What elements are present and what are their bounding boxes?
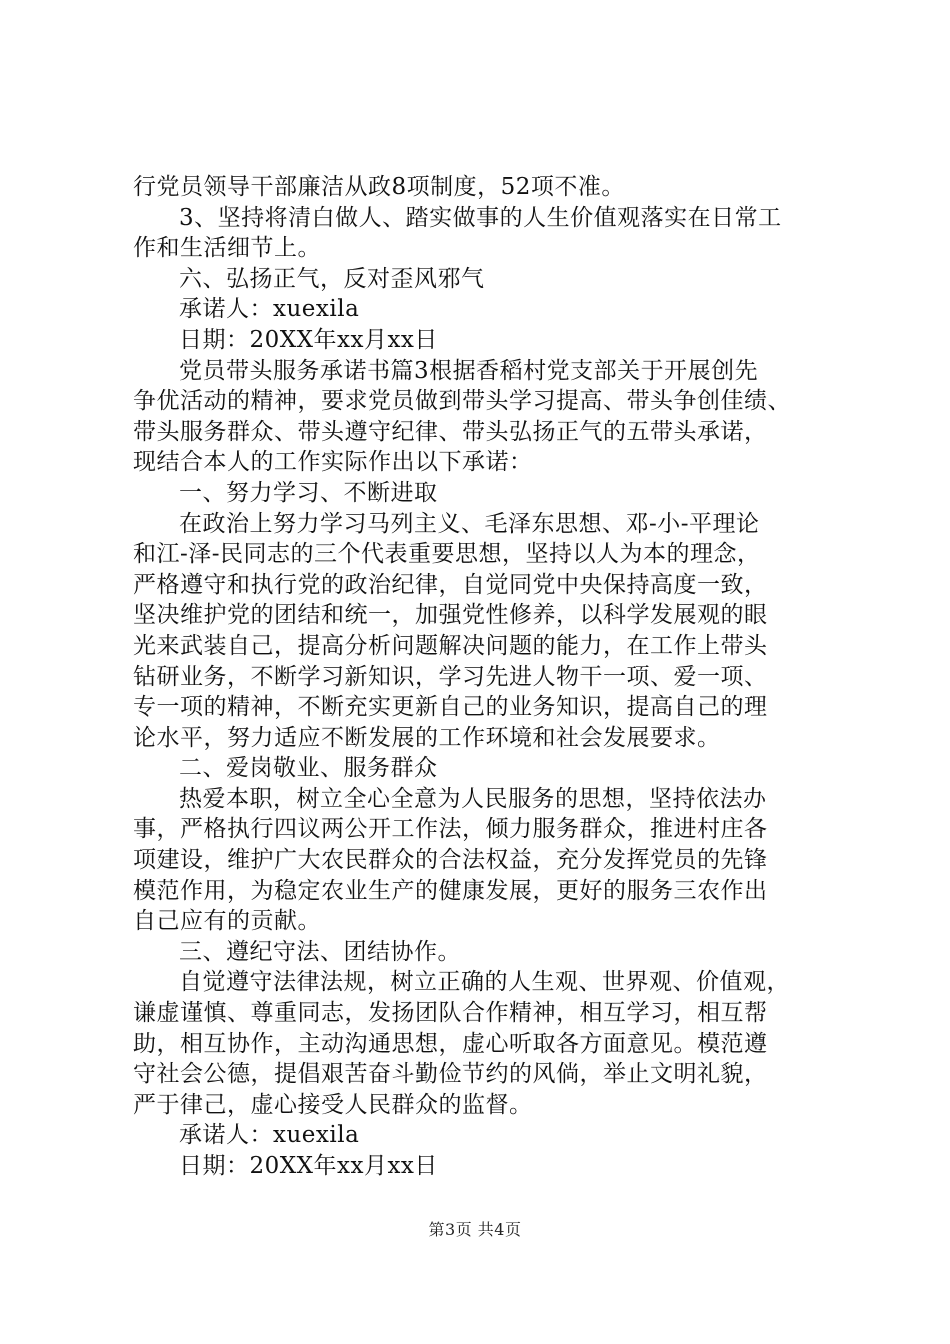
text-line: 自己应有的贡献。 — [133, 908, 321, 935]
text-line: 严于律己，虚心接受人民群众的监督。 — [133, 1091, 533, 1118]
text-line: 在政治上努力学习马列主义、毛泽东思想、邓-小-平理论 — [179, 510, 760, 537]
text-line: 一、努力学习、不断进取 — [179, 479, 438, 506]
text-line: 现结合本人的工作实际作出以下承诺： — [133, 449, 533, 476]
page-footer: 第3页 共4页 — [428, 1220, 522, 1239]
text-line: 事，严格执行四议两公开工作法，倾力服务群众，推进村庄各 — [133, 816, 768, 843]
text-line: 3、坚持将清白做人、踏实做事的人生价值观落实在日常工 — [179, 204, 782, 231]
text-line: 守社会公德，提倡艰苦奋斗勤俭节约的风倘，举止文明礼貌， — [133, 1061, 768, 1088]
text-line: 钻研业务，不断学习新知识，学习先进人物干一项、爱一项、 — [133, 663, 768, 690]
text-line: 行党员领导干部廉洁从政8项制度，52项不准。 — [133, 174, 625, 200]
text-line: 承诺人：xuexila — [179, 296, 360, 323]
text-line: 自觉遵守法律法规，树立正确的人生观、世界观、价值观， — [179, 969, 790, 996]
text-line: 六、弘扬正气，反对歪风邪气 — [179, 265, 485, 292]
text-line: 承诺人：xuexila — [179, 1122, 360, 1149]
text-line: 日期：20XX年xx月xx日 — [179, 326, 438, 353]
text-line: 争优活动的精神，要求党员做到带头学习提高、带头争创佳绩、 — [133, 388, 791, 415]
text-line: 专一项的精神，不断充实更新自己的业务知识，提高自己的理 — [133, 694, 768, 721]
text-line: 和江-泽-民同志的三个代表重要思想，坚持以人为本的理念， — [133, 541, 761, 568]
text-line: 坚决维护党的团结和统一，加强党性修养，以科学发展观的眼 — [133, 602, 768, 629]
text-line: 论水平，努力适应不断发展的工作环境和社会发展要求。 — [133, 724, 721, 751]
text-line: 项建设，维护广大农民群众的合法权益，充分发挥党员的先锋 — [133, 847, 768, 874]
text-line: 光来武装自己，提高分析问题解决问题的能力，在工作上带头 — [133, 632, 768, 659]
text-line: 党员带头服务承诺书篇3根据香稻村党支部关于开展创先 — [179, 357, 759, 384]
text-line: 谦虚谨慎、尊重同志，发扬团队合作精神，相互学习，相互帮 — [133, 1000, 768, 1027]
text-line: 作和生活细节上。 — [133, 235, 321, 262]
text-line: 日期：20XX年xx月xx日 — [179, 1153, 438, 1179]
text-line: 助，相互协作，主动沟通思想，虚心听取各方面意见。模范遵 — [133, 1030, 768, 1057]
document-body — [133, 172, 833, 1182]
text-line: 热爱本职，树立全心全意为人民服务的思想，坚持依法办 — [179, 785, 767, 812]
text-line: 三、遵纪守法、团结协作。 — [179, 938, 461, 965]
text-line: 严格遵守和执行党的政治纪律，自觉同党中央保持高度一致， — [133, 571, 768, 598]
text-line: 二、爱岗敬业、服务群众 — [179, 755, 438, 782]
text-line: 带头服务群众、带头遵守纪律、带头弘扬正气的五带头承诺， — [133, 418, 768, 445]
text-line: 模范作用，为稳定农业生产的健康发展，更好的服务三农作出 — [133, 877, 768, 904]
